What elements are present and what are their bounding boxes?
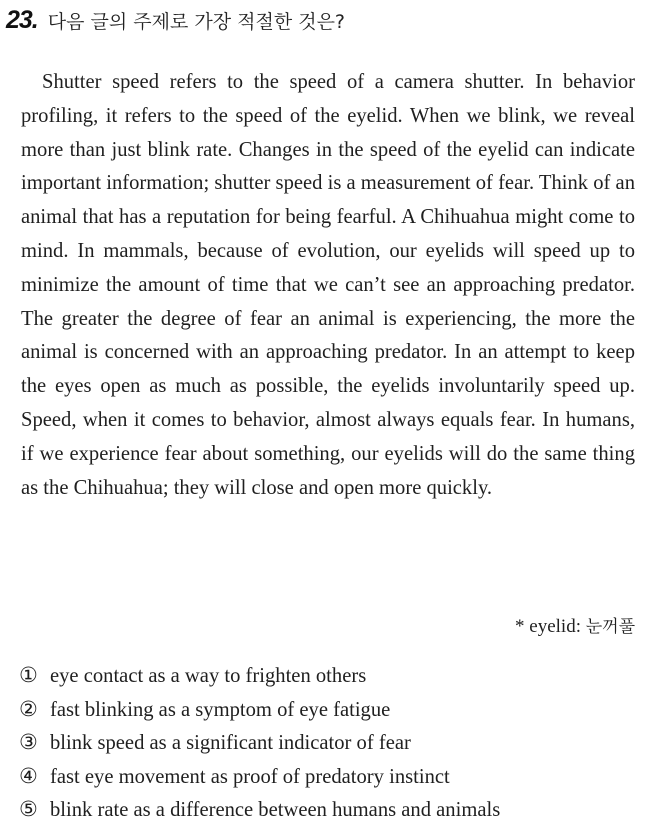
footnote	[515, 612, 635, 638]
answer-choices	[19, 659, 639, 827]
choice-marker: ②	[19, 696, 38, 721]
choice-marker: ④	[19, 763, 38, 788]
choice-text: blink speed as a significant indicator of fear	[50, 732, 411, 755]
question-prompt: 다음 글의 주제로 가장 적절한 것은?	[47, 11, 346, 33]
choice-2[interactable]	[19, 693, 639, 727]
choice-marker: ①	[19, 663, 38, 687]
passage-text: Shutter speed refers to the speed of a camera shutter. In behavior profiling, it refers to the speed of the eyelid. When we blink, we reveal more than just blink rate. Changes in the speed of the eyelid can indicate important information; shutter speed is a measurement of fear. Think of an animal that has a reputation for being fearful. A Chihuahua might come to mind. In mammals, because of evolution, our eyelids will speed up to minimize the amount of time that we can’t see an approaching predator. The greater the degree of fear an animal is experiencing, the more the animal is concerned with an approaching predator. In an attempt to keep the eyes open as much as possible, the eyelids involuntarily speed up. Speed, when it comes to behavior, almost always equals fear. In humans, if we experience fear about something, our eyelids will do the same thing as the Chihuahua; they will close and open more quickly.	[21, 71, 635, 499]
question-number: 23.	[6, 6, 38, 34]
choice-text: blink rate as a difference between humans and animals	[50, 799, 501, 822]
choice-marker: ⑤	[19, 797, 38, 822]
choice-text: fast eye movement as proof of predatory instinct	[50, 765, 450, 788]
choice-3[interactable]	[19, 726, 639, 760]
footnote-gloss: 눈꺼풀	[585, 617, 635, 637]
choice-marker: ③	[19, 730, 38, 755]
choice-text: eye contact as a way to frighten others	[50, 665, 367, 687]
question-header	[6, 6, 646, 42]
choice-4[interactable]	[19, 760, 639, 794]
choice-5[interactable]	[19, 793, 639, 827]
choice-text: fast blinking as a symptom of eye fatigue	[50, 698, 391, 721]
choice-1[interactable]	[19, 659, 639, 693]
footnote-term: * eyelid:	[515, 616, 581, 637]
